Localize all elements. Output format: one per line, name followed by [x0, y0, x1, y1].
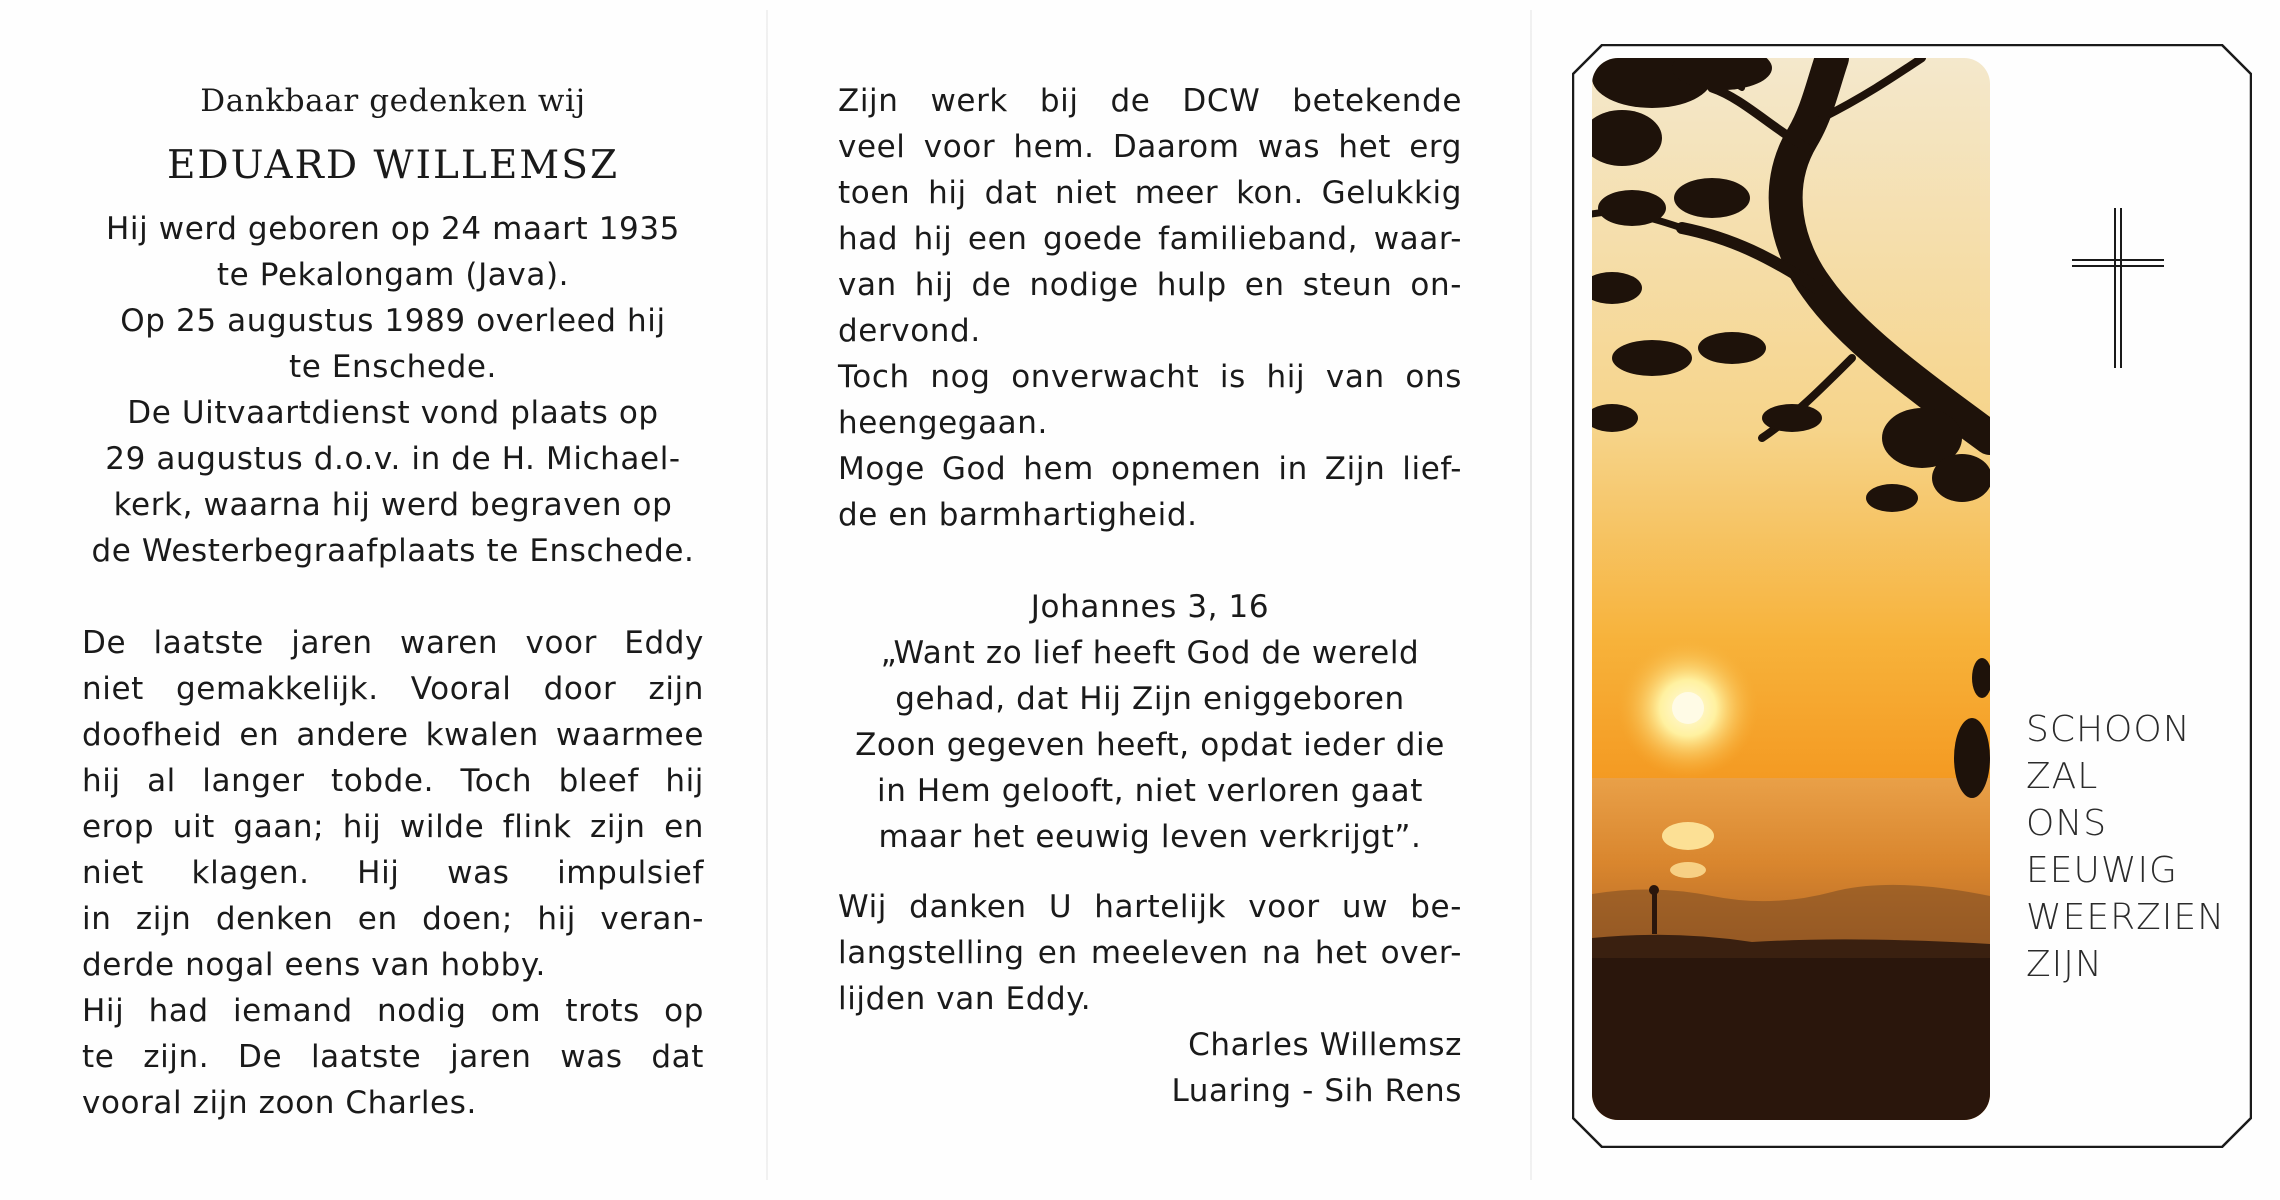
middle-panel	[838, 78, 1462, 1114]
motto-line: WEERZIEN	[2026, 897, 2226, 938]
story-line: heengegaan.	[838, 405, 1048, 441]
story-line: erop uit gaan; hij wilde flink zijn en	[82, 809, 704, 845]
story-line: in zijn denken en doen; hij veran-	[82, 901, 704, 937]
story-line: van hij de nodige hulp en steun on-	[838, 267, 1462, 303]
story-line: toen hij dat niet meer kon. Gelukkig	[838, 175, 1462, 211]
deceased-name: EDUARD WILLEMSZ	[166, 143, 620, 188]
verse-reference: Johannes 3, 16	[1030, 589, 1270, 625]
bio-line: 29 augustus d.o.v. in de H. Michael-	[105, 441, 681, 477]
verse-line: „Want zo lief heeft God de wereld	[880, 635, 1420, 671]
story-line: hij al langer tobde. Toch bleef hij	[82, 763, 704, 799]
signature-line: Charles Willemsz	[1188, 1027, 1462, 1063]
story-line: de en barmhartigheid.	[838, 497, 1198, 533]
story-continued	[838, 78, 1462, 538]
bio-block	[82, 206, 704, 574]
thanks-line: langstelling en meeleven na het over-	[838, 935, 1462, 971]
story-line: doofheid en andere kwalen waarmee	[82, 717, 704, 753]
bio-line: te Enschede.	[288, 349, 498, 385]
signature-line: Luaring - Sih Rens	[1171, 1073, 1462, 1109]
bio-line: de Westerbegraafplaats te Enschede.	[91, 533, 695, 569]
bio-line: De Uitvaartdienst vond plaats op	[127, 395, 659, 431]
fold-line-left	[766, 10, 768, 1180]
signature-block	[838, 1022, 1462, 1114]
fold-line-right	[1530, 10, 1532, 1180]
verse-line: Zoon gegeven heeft, opdat ieder die	[855, 727, 1445, 763]
motto-line: ZIJN	[2026, 944, 2103, 985]
story-line: te zijn. De laatste jaren was dat	[82, 1039, 704, 1075]
bio-line: Hij werd geboren op 24 maart 1935	[105, 211, 680, 247]
story-line: veel voor hem. Daarom was het erg	[838, 129, 1462, 165]
bio-line: te Pekalongam (Java).	[216, 257, 570, 293]
thanks-line: lijden van Eddy.	[838, 981, 1092, 1017]
verse-line: gehad, dat Hij Zijn eniggeboren	[895, 681, 1405, 717]
motto-line: ZAL	[2026, 756, 2099, 797]
bio-line: kerk, waarna hij werd begraven op	[113, 487, 673, 523]
verse-line: in Hem gelooft, niet verloren gaat	[876, 773, 1424, 809]
bible-verse	[838, 584, 1462, 860]
story-line: dervond.	[838, 313, 981, 349]
story-line: vooral zijn zoon Charles.	[82, 1085, 477, 1121]
left-panel	[82, 78, 704, 1126]
thanks-block	[838, 884, 1462, 1022]
story-line: niet klagen. Hij was impulsief	[82, 855, 704, 891]
motto-line: EEUWIG	[2026, 850, 2178, 891]
story-line: De laatste jaren waren voor Eddy	[82, 625, 704, 661]
story-line: Moge God hem opnemen in Zijn lief-	[838, 451, 1462, 487]
motto-line: SCHOON	[2026, 709, 2191, 750]
bio-line: Op 25 augustus 1989 overleed hij	[120, 303, 666, 339]
thanks-line: Wij danken U hartelijk voor uw be-	[838, 889, 1462, 925]
sunset-sea-photo	[1592, 58, 1990, 1120]
story-line: Toch nog onverwacht is hij van ons	[838, 359, 1462, 395]
story-line: Hij had iemand nodig om trots op	[82, 993, 704, 1029]
intro-text: Dankbaar gedenken wij	[200, 83, 586, 119]
motto-text	[2026, 706, 2225, 988]
story-line: Zijn werk bij de DCW betekende	[838, 83, 1462, 119]
story-line: niet gemakkelijk. Vooral door zijn	[82, 671, 704, 707]
story-line: derde nogal eens van hobby.	[82, 947, 546, 983]
story-line: had hij een goede familieband, waar-	[838, 221, 1462, 257]
story-block	[82, 620, 704, 1126]
verse-line: maar het eeuwig leven verkrijgt”.	[878, 819, 1422, 855]
motto-line: ONS	[2026, 803, 2108, 844]
cross-icon	[2068, 204, 2168, 370]
